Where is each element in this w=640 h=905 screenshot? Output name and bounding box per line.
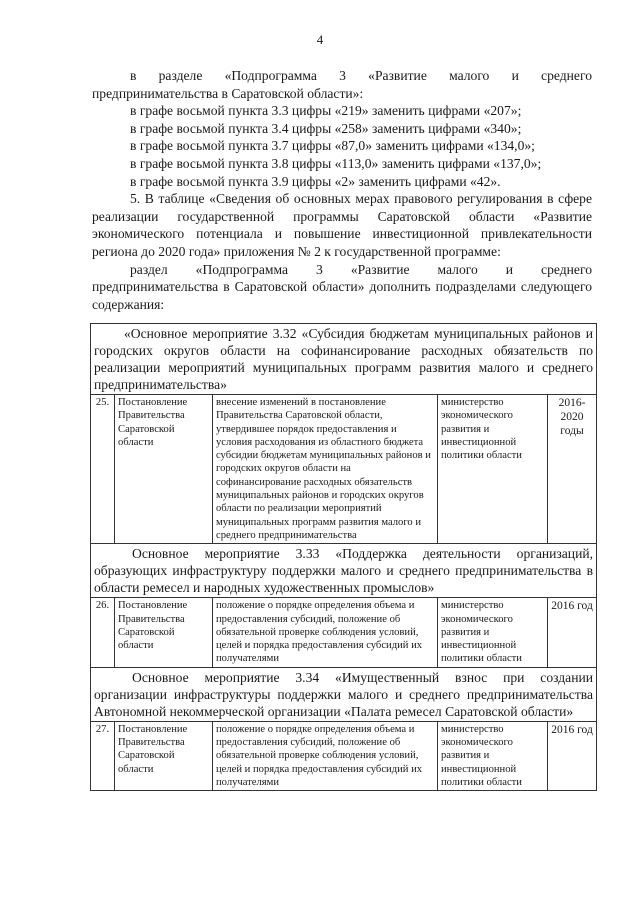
row-number: 27. (91, 721, 115, 790)
document-content-cell: внесение изменений в постановление Правительства Саратовской области, утвердившее порядок предоставления и условия расходования из областного бюджета субсидии бюджетам муниципальных районов и городских округов области на софинансирование расходных обязательств муниципальных районов и городских округов области по реализации мероприятий муниципальных программ развития малого и среднего предпринимательства (213, 395, 438, 544)
add-subsections-line: предпринимательства в Саратовской области» дополнить подразделами следующего содержания: (92, 279, 592, 312)
amendment-text (92, 67, 592, 313)
replacement-item: в графе восьмой пункта 3.7 цифры «87,0» заменить цифрами «134,0»; (130, 138, 535, 154)
replacement-item: в графе восьмой пункта 3.9 цифры «2» заменить цифрами «42». (130, 173, 501, 189)
executor-cell: министерство экономического развития и инвестиционной политики области (438, 721, 548, 790)
table-row (91, 721, 597, 790)
replacement-item: в графе восьмой пункта 3.3 цифры «219» заменить цифрами «207»; (130, 103, 522, 119)
term-cell: 2016 год (548, 721, 597, 790)
table-row (91, 395, 597, 544)
legal-measures-table (90, 323, 597, 791)
table-section-header (91, 324, 597, 395)
replacement-item: в графе восьмой пункта 3.8 цифры «113,0» заменить цифрами «137,0»; (130, 155, 542, 171)
row-number: 25. (91, 395, 115, 544)
table-row (91, 598, 597, 667)
section-title: «Основное мероприятие 3.32 «Субсидия бюджетам муниципальных районов и городских округов области на софинансирование расходных обязательств по реализации мероприятий муниципальных программ развития малого и среднего предпринимательства» (91, 324, 597, 395)
section-reference-line: в разделе «Подпрограмма 3 «Развитие малого и среднего (130, 68, 592, 83)
document-type-cell: Постановление Правительства Саратовской области (115, 395, 213, 544)
point-5-paragraph: 5. В таблице «Сведения об основных мерах правового регулирования в сфере реализации государственной программы Саратовской области «Развитие экономического потенциала и повышение инвестиционной привлекательности региона до 2020 года» приложения № 2 к государственной программе: (92, 191, 592, 259)
term-cell: 2016-2020 годы (548, 395, 597, 544)
document-content-cell: положение о порядке определения объема и предоставления субсидий, положение об обязательной проверке соблюдения условий, целей и порядка предоставления субсидий их получателями (213, 721, 438, 790)
table-section-header (91, 544, 597, 598)
add-subsections-line: раздел «Подпрограмма 3 «Развитие малого и среднего (130, 261, 592, 277)
executor-cell: министерство экономического развития и инвестиционной политики области (438, 598, 548, 667)
section-reference-line: предпринимательства в Саратовской области»: (92, 85, 364, 101)
table-section-header (91, 667, 597, 721)
section-title: Основное мероприятие 3.33 «Поддержка деятельности организаций, образующих инфраструктуру поддержки малого и среднего предпринимательства в области ремесел и народных художественных промыслов» (91, 544, 597, 598)
executor-cell: министерство экономического развития и инвестиционной политики области (438, 395, 548, 544)
document-content-cell: положение о порядке определения объема и предоставления субсидий, положение об обязательной проверке соблюдения условий, целей и порядка предоставления субсидий их получателями (213, 598, 438, 667)
term-cell: 2016 год (548, 598, 597, 667)
row-number: 26. (91, 598, 115, 667)
replacement-item: в графе восьмой пункта 3.4 цифры «258» заменить цифрами «340»; (130, 120, 522, 136)
document-type-cell: Постановление Правительства Саратовской области (115, 721, 213, 790)
page-number: 4 (316, 32, 324, 47)
section-title: Основное мероприятие 3.34 «Имущественный взнос при создании организации инфраструктуры поддержки малого и среднего предпринимательства Автономной некоммерческой организации «Палата ремесел Саратовской области» (91, 667, 597, 721)
document-type-cell: Постановление Правительства Саратовской области (115, 598, 213, 667)
